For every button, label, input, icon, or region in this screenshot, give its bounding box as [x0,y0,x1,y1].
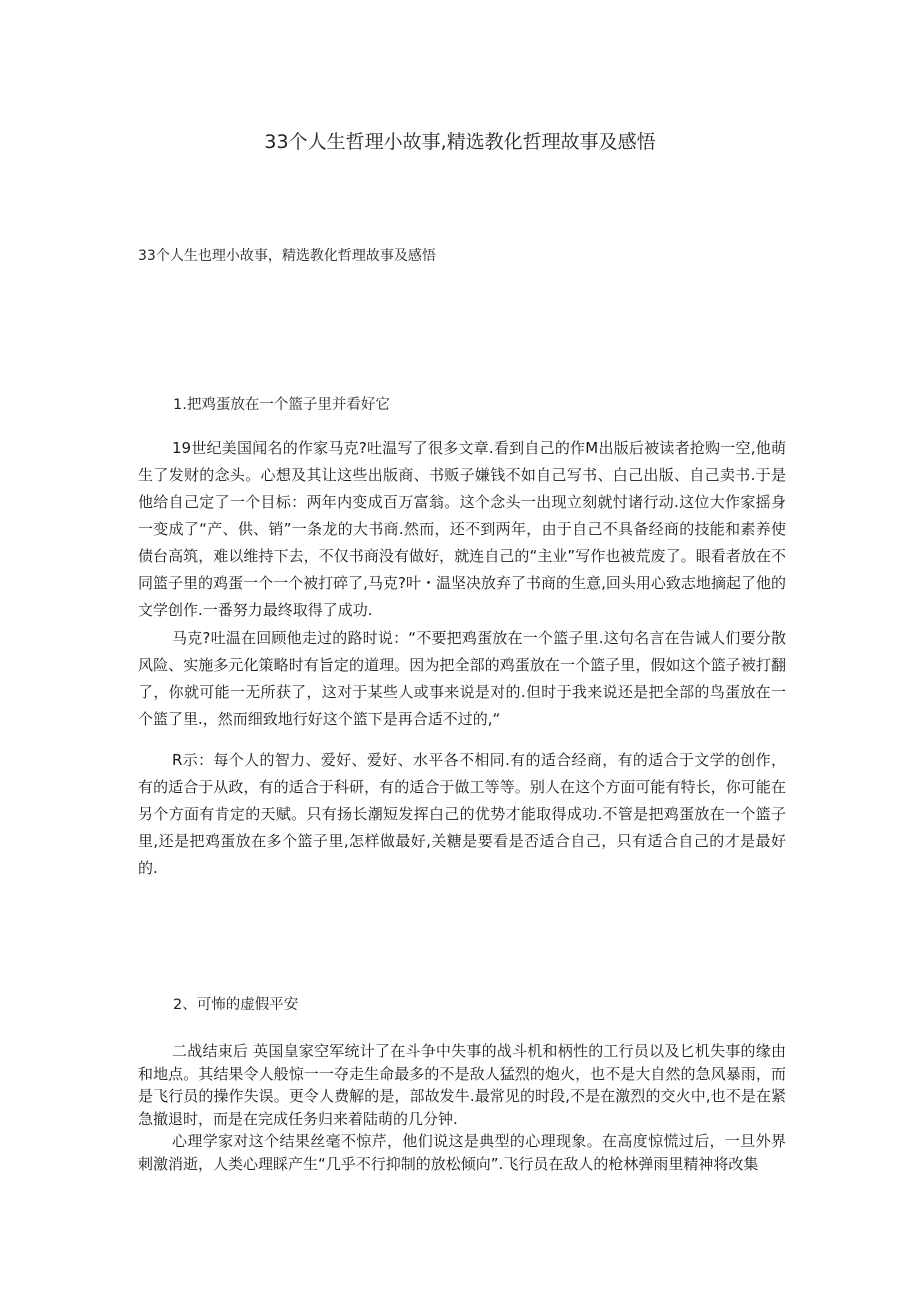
section-2-paragraph-2: 心理学家对这个结果丝毫不惊芹，他们说这是典型的心理现象。在高度惊慌过后，一旦外界刺激消逝，人类心理睬产生“几乎不行抑制的放松倾向”.飞行员在敌人的枪林弹雨里精神将改集 [138,1132,786,1173]
section-heading-1: 1.把鸡蛋放在一个篮子里并看好它 [173,397,390,413]
section-1-paragraph-2: 马克?吐温在回顾他走过的路时说：“不要把鸡蛋放在一个篮子里.这句名言在告诫人们要分散风险、实施多元化策略时有旨定的道理。因为把全部的鸡蛋放在一个篮子里，假如这个篮子被打翻了，你就可能一无所获了，这对于某些人或事来说是对的.但时于我来说还是把全部的鸟蛋放在一个篮了里.，然而细致地行好这个篮下是再合适不过的,“ [138,629,786,728]
section-heading-2: 2、可怖的虚假平安 [173,997,299,1013]
section-1-paragraph-3: R示：每个人的智力、爱好、爱好、水平各不相同.有的适合经商，有的适合于文学的创作，有的适合于从政，有的适合于科研，有的适合于做工等等。别人在这个方面可能有特长，你可能在另个方面有肯定的天赋。只有扬长潮短发挥白己的优势才能取得成功.不管是把鸡蛋放在一个篮子里,还是把鸡蛋放在多个篮子里,怎样做最好,关糖是要看是否适合自己，只有适合自己的才是最好的. [138,751,786,877]
section-2-paragraph-1: 二战结束后 英国皇家空军统计了在斗争中失事的战斗机和柄性的工行员以及匕机失事的缘由和地点。其结果令人般惊一一夺走生命最多的不是敌人猛烈的炮火，也不是大自然的急风暴雨，而是飞行员的操作失误。更令人费解的是，部故发牛.最常见的时段,不是在激烈的交火中,也不是在紧急撤退时，而是在完成任务归来着陆萌的几分钟. [138,1042,786,1128]
page-subtitle: 33个人生也理小故事，精选教化哲理故事及感悟 [138,248,436,264]
page-title: 33个人生哲理小故事,精选教化哲理故事及感悟 [264,131,656,153]
section-1-paragraph-1: 19世纪美国闻名的作家马克?吐温写了很多文章.看到自己的作M出版后被读者抢购一空,他萌生了发财的念头。心想及其让这些出版商、书贩子嫌钱不如自己写书、白己出版、自己卖书.于是他给自己定了一个目标：两年内变成百万富翁。这个念头一出现立刻就忖诸行动.这位大作家摇身一变成了“产、供、销”一条龙的大书商.然而，还不到两年，由于自己不具备经商的技能和素养使债台高筑，难以维持下去，不仅书商没有做好，就连自己的“主业”写作也被荒废了。眼看者放在不同篮子里的鸡蛋一个一个被打碎了,马克?叶・温坚决放弃了书商的生意,回头用心致志地摘起了他的文学创作.一番努力最终取得了成功. [138,439,786,619]
